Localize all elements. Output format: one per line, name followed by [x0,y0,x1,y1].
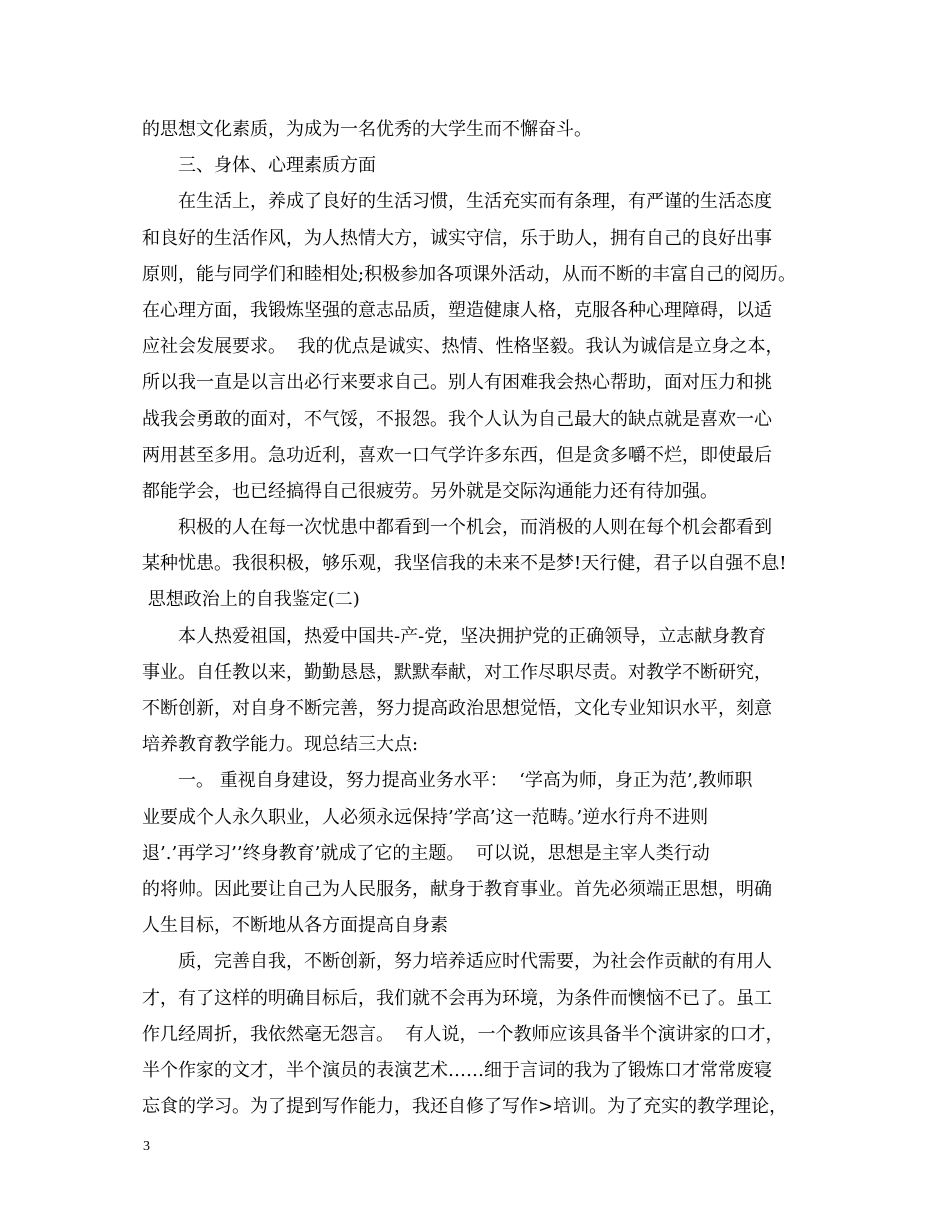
text-line: 战我会勇敢的面对，不气馁，不报怨。我个人认为自己最大的缺点就是喜欢一心 [142,408,772,430]
text-line: 人生目标，不断地从各方面提高自身素 [142,915,448,937]
text-line: 不断创新，对自身不断完善，努力提高政治思想觉悟，文化专业知识水平，刻意 [142,698,772,719]
text-line: 某种忧患。我很积极，够乐观，我坚信我的未来不是梦!天行健，君子以自强不息! [142,553,787,575]
text-line: 的将帅。因此要让自己为人民服务，献身于教育事业。首先必须端正思想，明确 [142,878,772,900]
text-line: 三、身体、心理素质方面 [142,155,376,177]
text-line: 两用甚至多用。急功近利，喜欢一口气学许多东西，但是贪多嚼不烂，即使最后 [142,444,772,466]
text-line: 才，有了这样的明确目标后，我们就不会再为环境，为条件而懊恼不已了。虽工 [142,987,772,1009]
text-line: 应社会发展要求。 我的优点是诚实、热情、性格坚毅。我认为诚信是立身之本， [142,336,784,358]
text-line: 半个作家的文才，半个演员的表演艺术……细于言词的我为了锻炼口才常常废寝 [142,1059,772,1081]
text-line: 都能学会，也已经搞得自己很疲劳。另外就是交际沟通能力还有待加强。 [142,480,718,502]
text-line: 和良好的生活作风，为人热情大方，诚实守信，乐于助人，拥有自己的良好出事 [142,227,772,249]
text-line: 在生活上，养成了良好的生活习惯，生活充实而有条理，有严谨的生活态度 [142,191,772,213]
text-line: 在心理方面，我锻炼坚强的意志品质，塑造健康人格，克服各种心理障碍，以适 [142,299,772,321]
text-line: 本人热爱祖国，热爱中国共-产-党，坚决拥护党的正确领导，立志献身教育 [142,625,767,647]
document-body [142,112,822,1125]
text-line: 一。 重视自身建设，努力提高业务水平： ‘学高为师，身正为范’,教师职 [142,770,753,792]
text-line: 的思想文化素质，为成为一名优秀的大学生而不懈奋斗。 [142,119,592,140]
text-line: 所以我一直是以言出必行来要求自己。别人有困难我会热心帮助，面对压力和挑 [142,372,772,394]
text-line: 质，完善自我，不断创新，努力培养适应时代需要，为社会作贡献的有用人 [142,951,772,973]
text-line: 积极的人在每一次忧患中都看到一个机会，而消极的人则在每个机会都看到 [142,517,772,539]
text-line: 思想政治上的自我鉴定(二) [142,589,360,611]
text-line: 业要成个人永久职业，人必须永远保持’学高’这一范畴。’逆水行舟不进则 [142,806,709,828]
text-line: 事业。自任教以来，勤勤恳恳，默默奉献，对工作尽职尽责。对教学不断研究， [142,661,772,683]
text-line: 原则，能与同学们和睦相处;积极参加各项课外活动，从而不断的丰富自己的阅历。 [142,263,797,285]
page-number: 3 [143,1139,150,1154]
text-line: 忘食的学习。为了提到写作能力，我还自修了写作>培训。为了充实的教学理论， [142,1096,788,1118]
text-line: 退’.’再学习’’终身教育’就成了它的主题。 可以说，思想是主宰人类行动 [142,842,710,864]
text-line: 作几经周折，我依然毫无怨言。 有人说，一个教师应该具备半个演讲家的口才， [142,1023,784,1045]
text-line: 培养教育教学能力。现总结三大点: [142,734,419,756]
